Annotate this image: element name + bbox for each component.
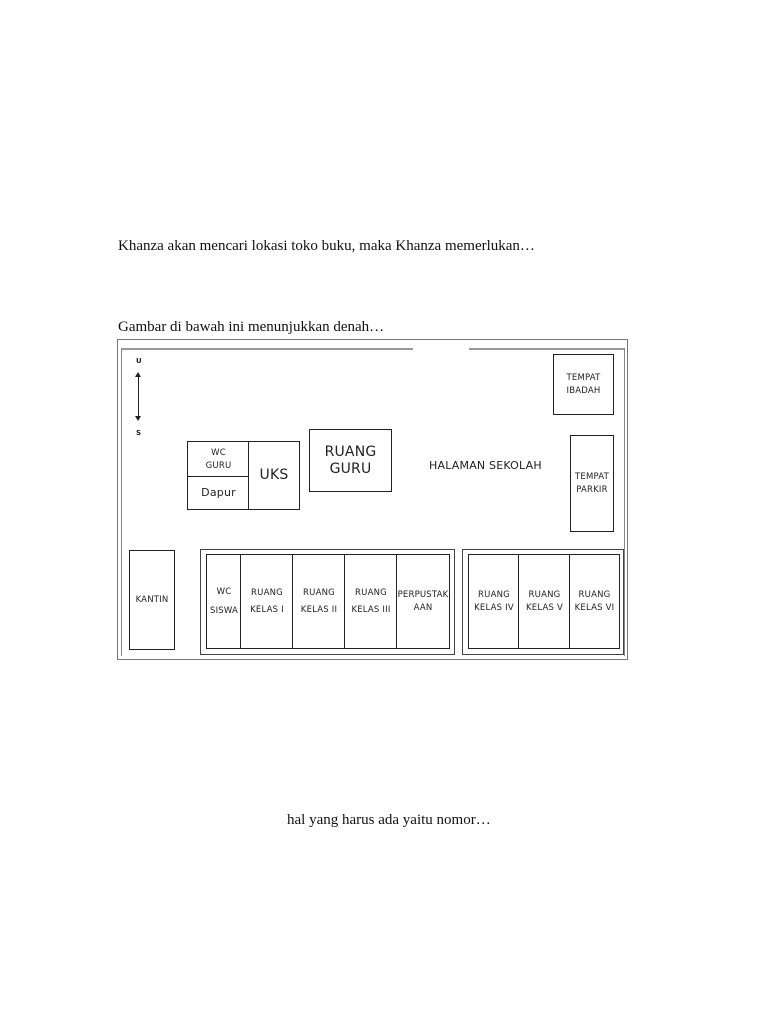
room-wc-siswa-line-1: WC: [216, 586, 232, 597]
room-perpustakaan-line-1: PERPUSTAK: [397, 589, 449, 600]
room-kelas-2-line-2: KELAS II: [300, 604, 338, 615]
room-perpustakaan: [396, 554, 450, 649]
room-kelas-3: [344, 554, 398, 649]
room-kelas-6-line-1: RUANG: [578, 589, 611, 600]
room-tempat-ibadah: [553, 354, 614, 415]
room-kelas-2-line-1: RUANG: [303, 587, 335, 598]
plan-left-wall: [121, 348, 122, 656]
room-tempat-ibadah-line-1: TEMPAT: [566, 372, 601, 383]
room-wc-guru: [187, 441, 250, 478]
room-wc-siswa-line-2: SISWA: [209, 605, 239, 616]
room-tempat-parkir: [570, 435, 614, 532]
question-text-line-1: Khanza akan mencari lokasi toko buku, maka Khanza memerlukan…: [118, 238, 535, 254]
plan-top-wall-right: [469, 348, 624, 350]
plan-right-wall: [624, 348, 625, 656]
room-kantin-label: KANTIN: [135, 594, 169, 605]
room-uks-label: UKS: [259, 467, 289, 483]
question-text-line-3: hal yang harus ada yaitu nomor…: [287, 812, 491, 828]
compass-south-label: S: [136, 429, 142, 437]
room-perpustakaan-line-2: AAN: [413, 602, 433, 613]
room-kelas-3-line-1: RUANG: [355, 587, 387, 598]
room-kelas-2: [292, 554, 346, 649]
compass-line: [138, 376, 139, 416]
room-kelas-1: [240, 554, 294, 649]
room-wc-guru-line-1: WC: [211, 447, 226, 458]
room-uks: [248, 441, 300, 510]
room-kelas-5-line-2: KELAS V: [525, 602, 563, 613]
room-kelas-5-line-1: RUANG: [528, 589, 561, 600]
room-wc-siswa: [206, 554, 242, 649]
room-ruang-guru-line-2: GURU: [329, 460, 372, 477]
room-kelas-4: [468, 554, 520, 649]
room-kelas-4-line-2: KELAS IV: [474, 602, 514, 613]
room-kelas-5: [518, 554, 571, 649]
room-kelas-6-line-2: KELAS VI: [574, 602, 615, 613]
room-ruang-guru: [309, 429, 392, 492]
room-ruang-guru-line-1: RUANG: [324, 443, 377, 460]
courtyard-label: HALAMAN SEKOLAH: [429, 459, 542, 472]
room-tempat-parkir-line-2: PARKIR: [576, 484, 608, 495]
compass-north-label: U: [136, 357, 142, 365]
question-text-line-2: Gambar di bawah ini menunjukkan denah…: [118, 319, 385, 335]
school-floor-plan: [117, 339, 628, 660]
room-tempat-ibadah-line-2: IBADAH: [566, 385, 601, 396]
room-kantin: [129, 550, 175, 650]
room-wc-guru-line-2: GURU: [205, 460, 232, 471]
room-dapur-label: Dapur: [201, 486, 236, 499]
room-dapur: [187, 476, 250, 510]
room-kelas-1-line-2: KELAS I: [250, 604, 284, 615]
room-kelas-3-line-2: KELAS III: [351, 604, 391, 615]
plan-top-wall-left: [121, 348, 413, 350]
room-kelas-6: [569, 554, 620, 649]
room-tempat-parkir-line-1: TEMPAT: [574, 471, 610, 482]
compass-arrow-down-icon: [135, 416, 141, 421]
room-kelas-4-line-1: RUANG: [478, 589, 510, 600]
room-kelas-1-line-1: RUANG: [251, 587, 283, 598]
